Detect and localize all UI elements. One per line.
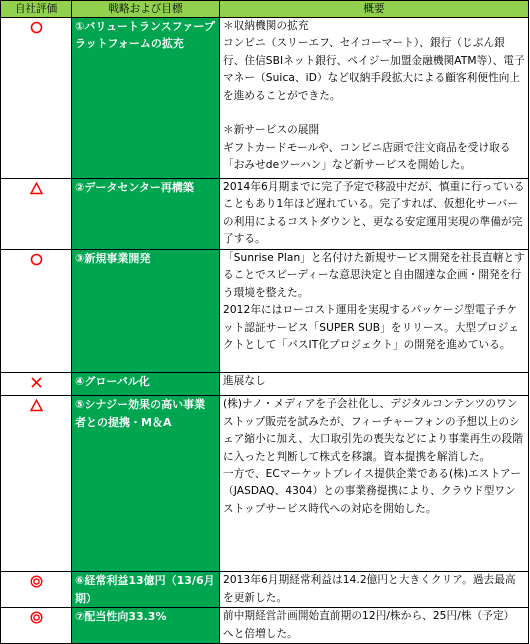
table-header-row xyxy=(1,1,529,18)
strategy-cell: ③新規事業開発 xyxy=(72,250,220,373)
overview-cell xyxy=(220,608,529,644)
overview-paragraph: 前中期経営計画開始直前期の12円/株から、25円/株（予定）へと倍増した。 xyxy=(223,610,515,640)
circle-icon xyxy=(30,18,43,34)
header-self-evaluation: 自社評価 xyxy=(1,1,72,18)
strategy-cell: ⑥経常利益13億円（13/6月期） xyxy=(72,572,220,608)
overview-paragraph: コンビニ（スリーエフ、セイコーマート）、銀行（じぶん銀行、住信SBIネット銀行、ペイジー加盟金融機関ATM等）、電子マネー（Suica、iD）など収納手段拡大による顧客利便性向上を進めることができた。 xyxy=(223,37,525,102)
header-overview: 概要 xyxy=(220,1,529,18)
table-row xyxy=(1,179,529,250)
overview-cell xyxy=(220,179,529,250)
strategy-cell: ⑦配当性向33.3% xyxy=(72,608,220,644)
overview-paragraph: 2013年6月期経常利益は14.2億円と大きくクリア。過去最高を更新した。 xyxy=(223,574,516,604)
strategy-cell: ④グローバル化 xyxy=(72,373,220,396)
overview-paragraph: 「Sunrise Plan」と名付けた新規サービス開発を社長直轄とすることでスピーディーな意思決定と自由闊達な企画・開発を行う環境を整えた。 xyxy=(223,252,525,299)
strategy-cell: ①バリュートランスファープラットフォームの拡充 xyxy=(72,18,220,179)
overview-cell xyxy=(220,373,529,396)
table-row xyxy=(1,396,529,572)
rating-cell xyxy=(1,572,72,608)
table-row xyxy=(1,250,529,373)
rating-cell xyxy=(1,608,72,644)
triangle-icon xyxy=(30,396,43,412)
header-strategy-goal: 戦略および目標 xyxy=(72,1,220,18)
rating-cell xyxy=(1,396,72,572)
cross-icon xyxy=(30,373,43,389)
strategy-cell: ⑤シナジー効果の高い事業者との提携・M＆A xyxy=(72,396,220,572)
circle-icon xyxy=(30,250,43,266)
overview-paragraph: 一方で、ECマーケットプレイス提供企業である(株)エストアー（JASDAQ、4304）との事業務提携により、クラウド型ワンストップサービス時代への対応を開始した。 xyxy=(223,468,522,515)
double-circle-icon xyxy=(30,572,43,588)
overview-cell xyxy=(220,396,529,572)
overview-paragraph: (株)ナノ・メディアを子会社化し、デジタルコンテンツのワンストップ販売を試みたが、フィーチャーフォンの予想以上のシェア縮小に加え、大口取引先の喪失などにより事業再生の段階に入ったと判断して株式を移譲。資本提携を解消した。 xyxy=(223,398,524,463)
rating-cell xyxy=(1,179,72,250)
table-row xyxy=(1,572,529,608)
rating-cell xyxy=(1,250,72,373)
table-row xyxy=(1,18,529,179)
overview-cell xyxy=(220,18,529,179)
table-row xyxy=(1,608,529,644)
overview-paragraph: ＊収納機関の拡充 xyxy=(223,20,309,32)
strategy-cell: ②データセンター再構築 xyxy=(72,179,220,250)
overview-cell xyxy=(220,572,529,608)
overview-cell xyxy=(220,250,529,373)
triangle-icon xyxy=(30,179,43,195)
paragraph-spacer xyxy=(223,105,525,122)
overview-paragraph: 2014年6月期までに完了予定で移設中だが、慎重に行っていることもあり1年ほど遅れている。完了すれば、仮想化サーバーの利用によるコストダウンと、更なる安定運用実現の準備が完了する。 xyxy=(223,181,525,246)
double-circle-icon xyxy=(30,608,43,624)
rating-cell xyxy=(1,373,72,396)
overview-paragraph: 進展なし xyxy=(223,375,266,387)
overview-paragraph: 2012年にはローコスト運用を実現するパッケージ型電子チケット認証サービス「SUPER SUB」をリリース。大型プロジェクトとして「バスIT化プロジェクト」の開発を進めている。 xyxy=(223,304,519,352)
table-row xyxy=(1,373,529,396)
overview-paragraph: ＊新サービスの展開 xyxy=(223,124,320,137)
overview-paragraph: ギフトカードモールや、コンビニ店頭で注文商品を受け取る「おみせdeツーハン」など新サービスを開始した。 xyxy=(223,141,511,172)
rating-cell xyxy=(1,18,72,179)
